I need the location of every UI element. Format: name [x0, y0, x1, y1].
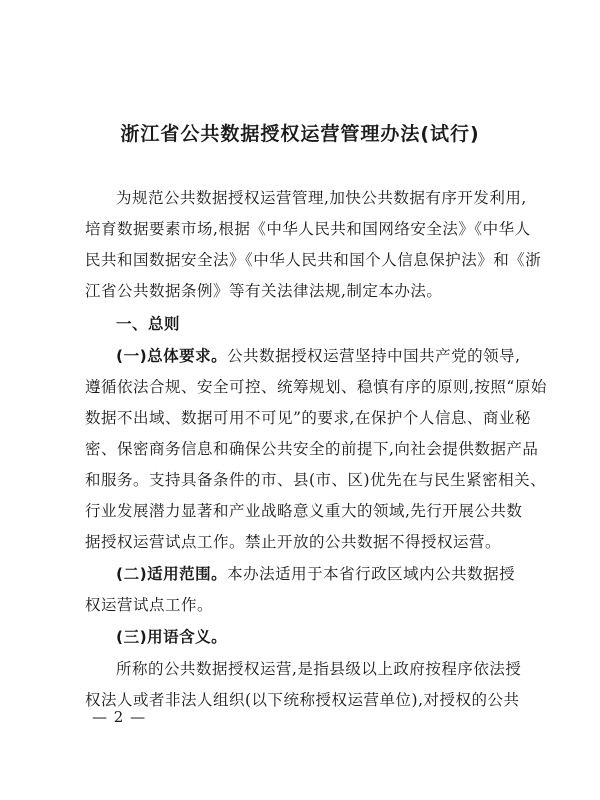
preamble-line: 民共和国数据安全法》《中华人民共和国个人信息保护法》和《浙 — [85, 251, 542, 269]
paragraph-line: 遵循依法合规、安全可控、统筹规划、稳慎有序的原则,按照“原始 — [85, 378, 547, 396]
item-text: 本办法适用于本省行政区域内公共数据授 — [227, 565, 516, 583]
paragraph-line: 数据不出域、数据可用不可见”的要求,在保护个人信息、商业秘 — [85, 409, 531, 427]
preamble-line: 为规范公共数据授权运营管理,加快公共数据有序开发利用, — [116, 189, 527, 207]
paragraph-line: 权法人或者非法人组织(以下统称授权运营单位),对授权的公共 — [85, 691, 520, 709]
paragraph-line — [116, 625, 227, 649]
item-label: (三)用语含义。 — [116, 628, 228, 646]
page-title: 浙江省公共数据授权运营管理办法(试行) — [120, 123, 480, 145]
preamble-line: 江省公共数据条例》等有关法律法规,制定本办法。 — [85, 282, 443, 300]
section-heading: 一、总则 — [116, 315, 181, 333]
item-text: 公共数据授权运营坚持中国共产党的领导, — [227, 347, 521, 365]
item-label: (一)总体要求。 — [116, 347, 228, 365]
preamble-line: 培育数据要素市场,根据《中华人民共和国网络安全法》《中华人 — [85, 220, 531, 238]
paragraph-line — [116, 344, 521, 368]
paragraph-line: 密、保密商务信息和确保公共安全的前提下,向社会提供数据产品 — [85, 440, 539, 458]
paragraph-line: 和服务。支持具备条件的市、县(市、区)优先在与民生紧密相关、 — [85, 471, 547, 489]
paragraph-line — [116, 562, 515, 586]
paragraph-line: 据授权运营试点工作。禁止开放的公共数据不得授权运营。 — [85, 533, 502, 551]
paragraph-line: 所称的公共数据授权运营,是指县级以上政府按程序依法授 — [116, 660, 522, 678]
paragraph-line: 权运营试点工作。 — [85, 596, 214, 614]
page-number: — 2 — — [92, 708, 147, 726]
item-label: (二)适用范围。 — [116, 565, 228, 583]
paragraph-line: 行业发展潜力显著和产业战略意义重大的领域,先行开展公共数 — [85, 502, 523, 520]
